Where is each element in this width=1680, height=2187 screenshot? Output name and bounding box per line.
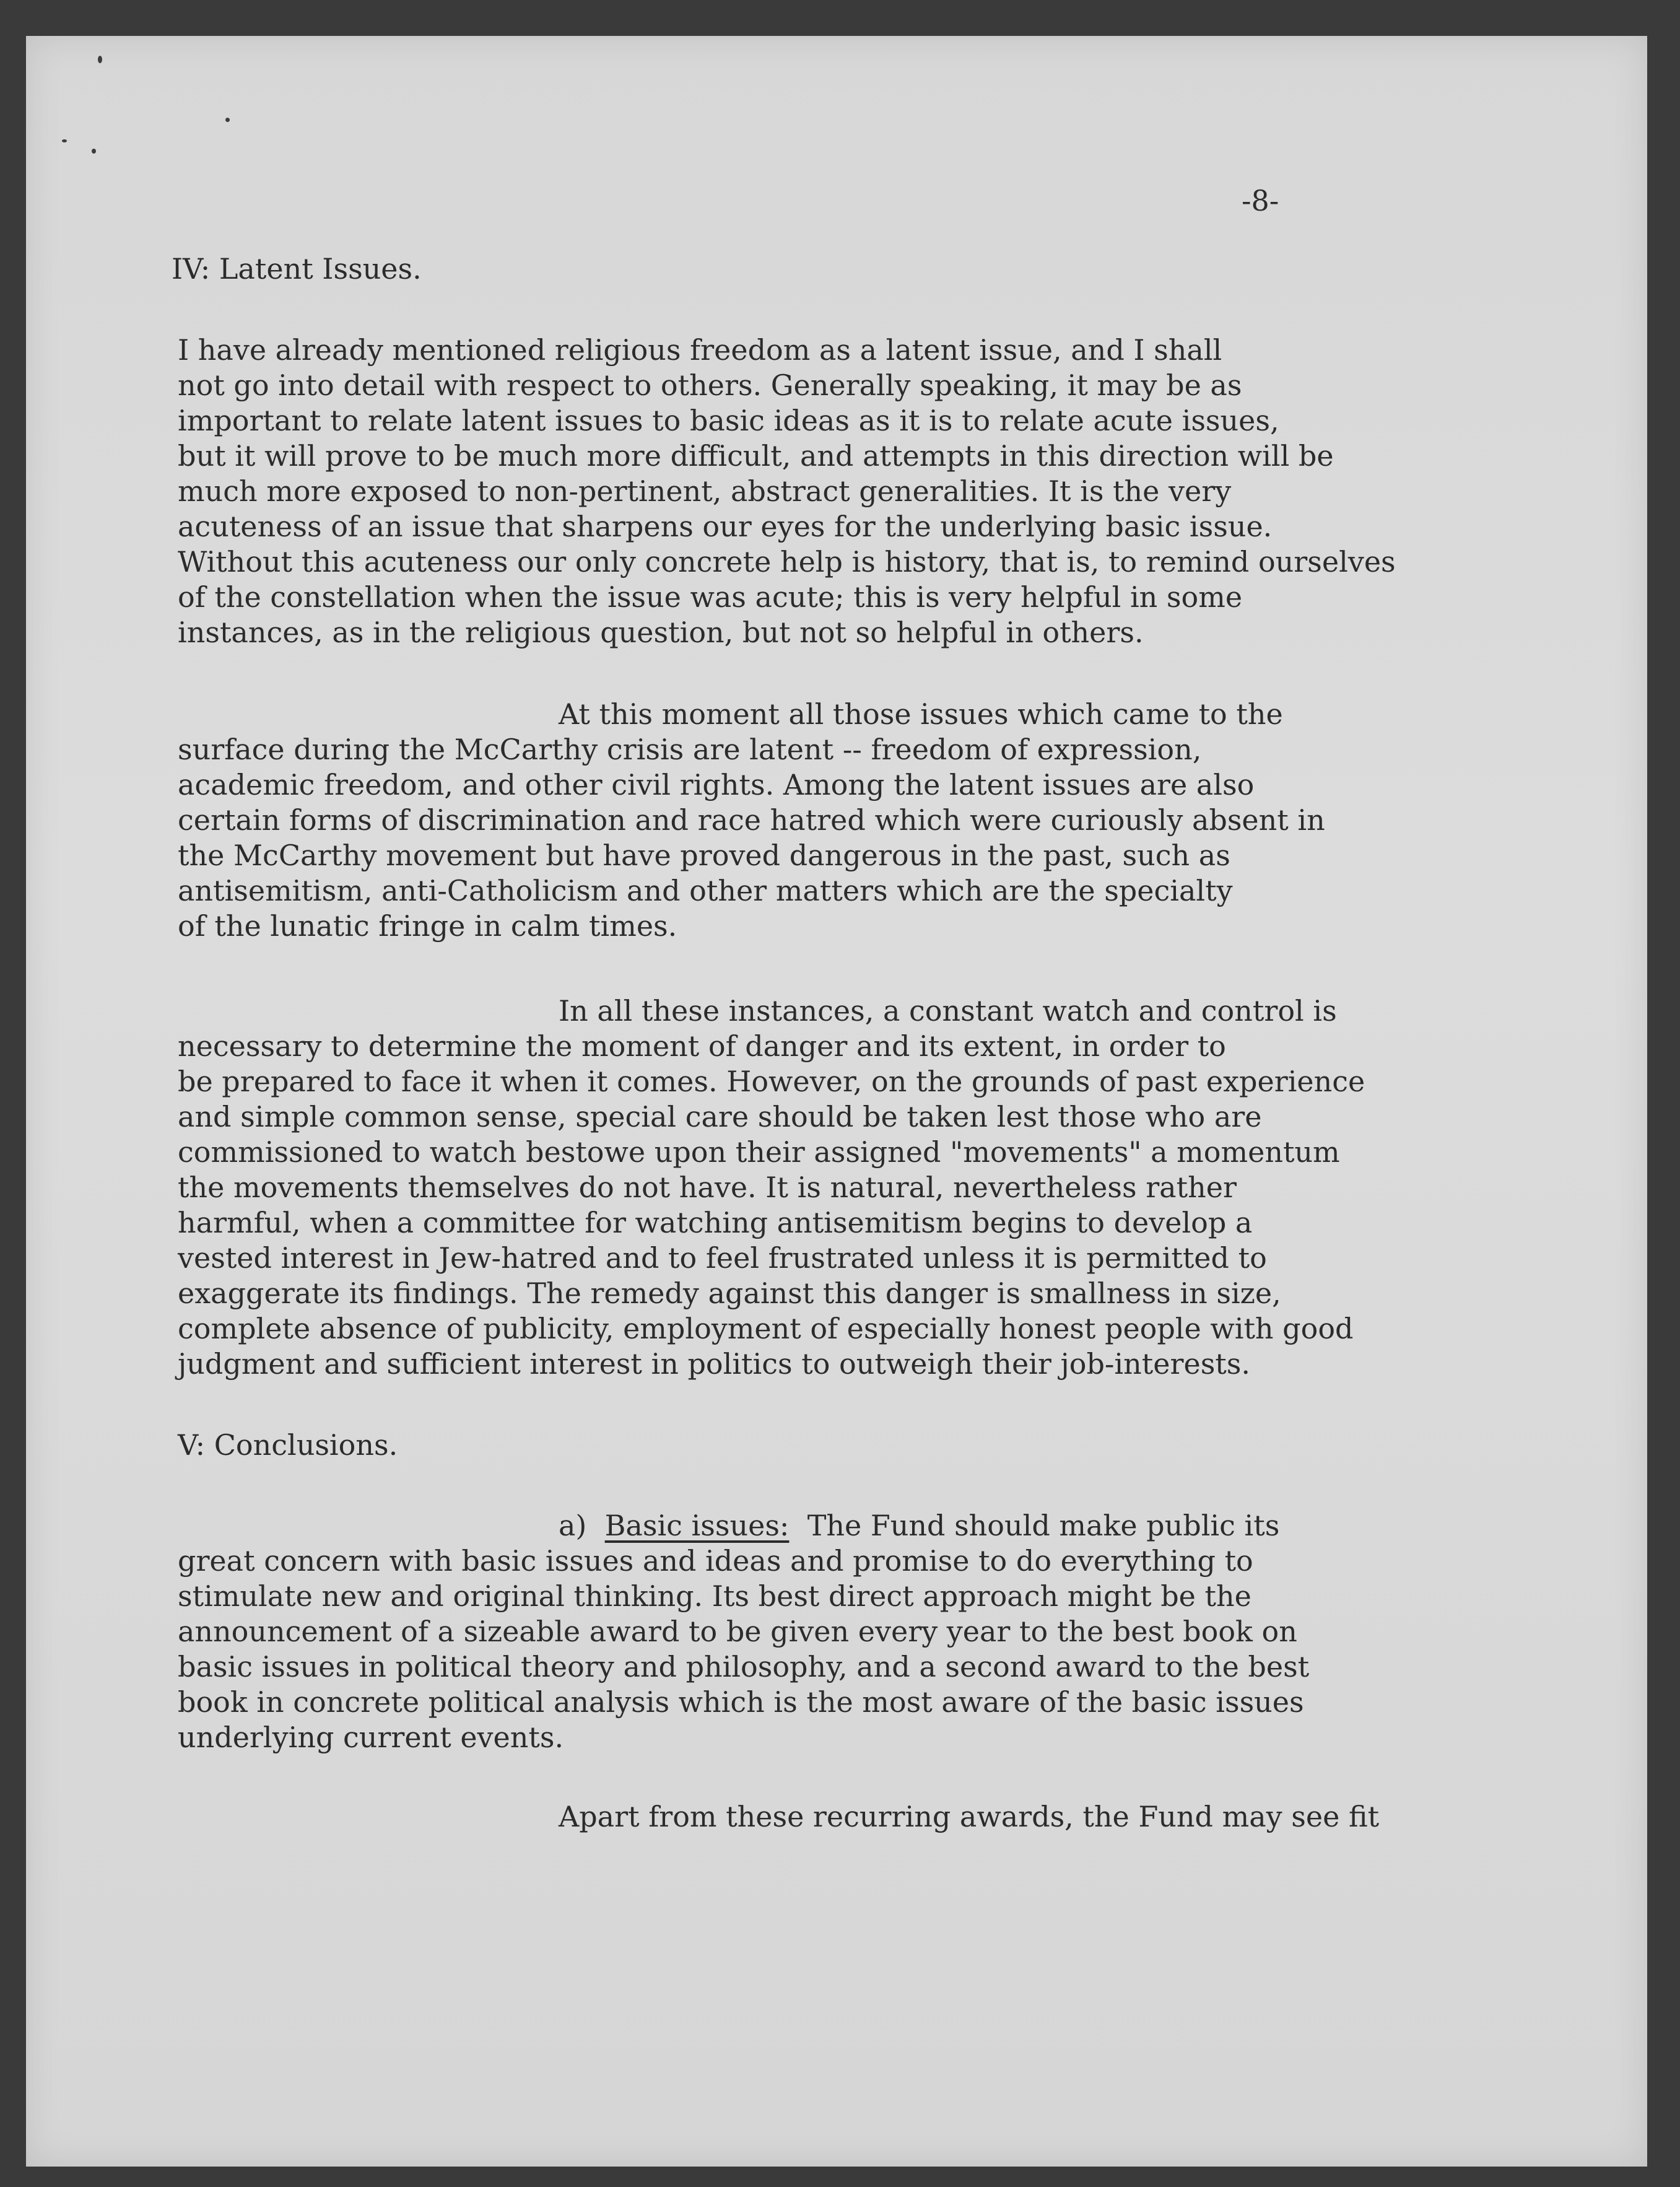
text-line: great concern with basic issues and ideas and promise to do everything to [178,1544,1253,1578]
text-line: acuteness of an issue that sharpens our eyes for the underlying basic issue. [178,510,1273,543]
text-line: important to relate latent issues to basic ideas as it is to relate acute issues, [178,404,1279,437]
text-line: vested interest in Jew-hatred and to feel frustrated unless it is permitted to [178,1241,1267,1275]
text-line: but it will prove to be much more difficult, and attempts in this direction will be [178,439,1334,473]
text-line: surface during the McCarthy crisis are latent -- freedom of expression, [178,733,1202,766]
text-line: basic issues in political theory and philosophy, and a second award to the best [178,1650,1310,1683]
text-line: not go into detail with respect to others. Generally speaking, it may be as [178,369,1242,402]
text-line: announcement of a sizeable award to be given every year to the best book on [178,1615,1297,1648]
scan-speck [62,139,67,142]
text-line: the movements themselves do not have. It is natural, nevertheless rather [178,1171,1237,1204]
text-line: harmful, when a committee for watching antisemitism begins to develop a [178,1206,1253,1239]
scan-speck [98,56,102,63]
item-title: Basic issues: [604,1509,790,1542]
scan-speck [225,118,230,122]
text-line: of the lunatic fringe in calm times. [178,909,677,943]
text-line [559,1508,1279,1543]
text-line: commissioned to watch bestowe upon their assigned "movements" a momentum [178,1135,1340,1169]
text-line: Apart from these recurring awards, the Fund may see fit [559,1800,1380,1833]
text-line: complete absence of publicity, employment of especially honest people with good [178,1312,1354,1345]
text-line: book in concrete political analysis which is the most aware of the basic issues [178,1685,1304,1719]
text-line: In all these instances, a constant watch and control is [559,994,1337,1028]
text-line: be prepared to face it when it comes. However, on the grounds of past experience [178,1065,1365,1098]
text-line: At this moment all those issues which came to the [559,697,1283,731]
item-text: The Fund should make public its [807,1509,1280,1542]
text-line: judgment and sufficient interest in politics to outweigh their job-interests. [178,1347,1251,1381]
text-line: instances, as in the religious question, but not so helpful in others. [178,616,1144,649]
text-line: of the constellation when the issue was acute; this is very helpful in some [178,580,1243,614]
scan-speck [92,149,96,154]
text-line: academic freedom, and other civil rights. Among the latent issues are also [178,768,1255,801]
text-line: Without this acuteness our only concrete help is history, that is, to remind ourselves [178,545,1396,578]
text-line: much more exposed to non-pertinent, abstract generalities. It is the very [178,474,1232,508]
text-line: the McCarthy movement but have proved dangerous in the past, such as [178,839,1230,872]
text-line: antisemitism, anti-Catholicism and other matters which are the specialty [178,874,1233,907]
text-line: exaggerate its findings. The remedy against this danger is smallness in size, [178,1277,1281,1310]
text-line: necessary to determine the moment of danger and its extent, in order to [178,1029,1226,1063]
text-line: I have already mentioned religious freedom as a latent issue, and I shall [178,333,1222,367]
text-line: stimulate new and original thinking. Its best direct approach might be the [178,1579,1251,1613]
page-number: -8- [1242,184,1279,217]
text-line: underlying current events. [178,1721,564,1754]
section-heading-latent-issues: IV: Latent Issues. [172,252,422,286]
item-marker: a) [559,1509,587,1542]
text-line: certain forms of discrimination and race hatred which were curiously absent in [178,803,1325,837]
section-heading-conclusions: V: Conclusions. [178,1428,398,1462]
text-line: and simple common sense, special care should be taken lest those who are [178,1100,1262,1133]
